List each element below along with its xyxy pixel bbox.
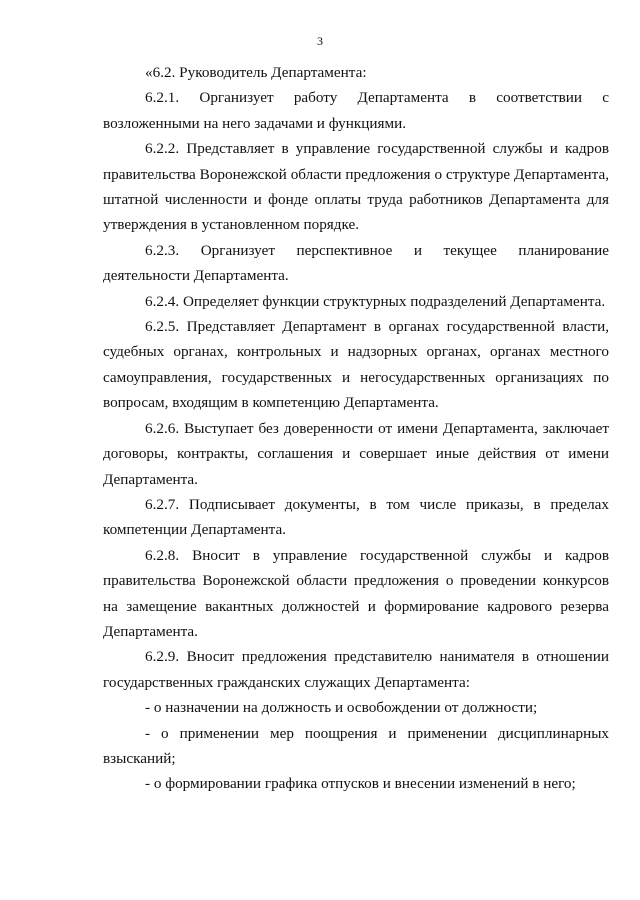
paragraph-6-2-1: 6.2.1. Организует работу Департамента в соответствии с возложенными на него задачами и функциями. <box>103 89 609 132</box>
paragraph-6-2-4: 6.2.4. Определяет функции структурных подразделений Департамента. <box>145 292 606 310</box>
paragraph-6-2-7: 6.2.7. Подписывает документы, в том числе приказы, в пределах компетенции Департамента. <box>103 495 609 539</box>
page-number: 3 <box>317 34 323 48</box>
paragraph-6-2-8: 6.2.8. Вносит в управление государственной службы и кадров правительства Воронежской области предложения о проведении конкурсов на замещение вакантных должностей и формирование кадрового резерва Департамента. <box>103 546 609 640</box>
paragraph-6-2: «6.2. Руководитель Департамента: <box>145 64 367 81</box>
paragraph-6-2-3: 6.2.3. Организует перспективное и текущее планирование деятельности Департамента. <box>103 241 609 285</box>
paragraph-6-2-2: 6.2.2. Представляет в управление государственной службы и кадров правительства Воронежской области предложения о структуре Департамента, штатной численности и фонде оплаты труда работников Департамента для утверждения в установленном порядке. <box>103 140 609 234</box>
list-item-vacation-schedule: - о формировании графика отпусков и внесении изменений в него; <box>145 775 576 793</box>
paragraph-6-2-9: 6.2.9. Вносит предложения представителю нанимателя в отношении государственных гражданских служащих Департамента: <box>103 648 609 691</box>
paragraph-6-2-6: 6.2.6. Выступает без доверенности от имени Департамента, заключает договоры, контракты, соглашения и совершает иные действия от имени Департамента. <box>103 419 609 488</box>
paragraph-6-2-5: 6.2.5. Представляет Департамент в органах государственной власти, судебных органах, контрольных и надзорных органах, органах местного самоуправления, государственных и негосударственных организациях по вопросам, входящим в компетенцию Департамента. <box>103 318 609 412</box>
list-item-incentives-discipline: - о применении мер поощрения и применении дисциплинарных взысканий; <box>103 724 609 767</box>
document-body <box>103 60 609 797</box>
list-item-appointment: - о назначении на должность и освобождении от должности; <box>145 699 538 717</box>
